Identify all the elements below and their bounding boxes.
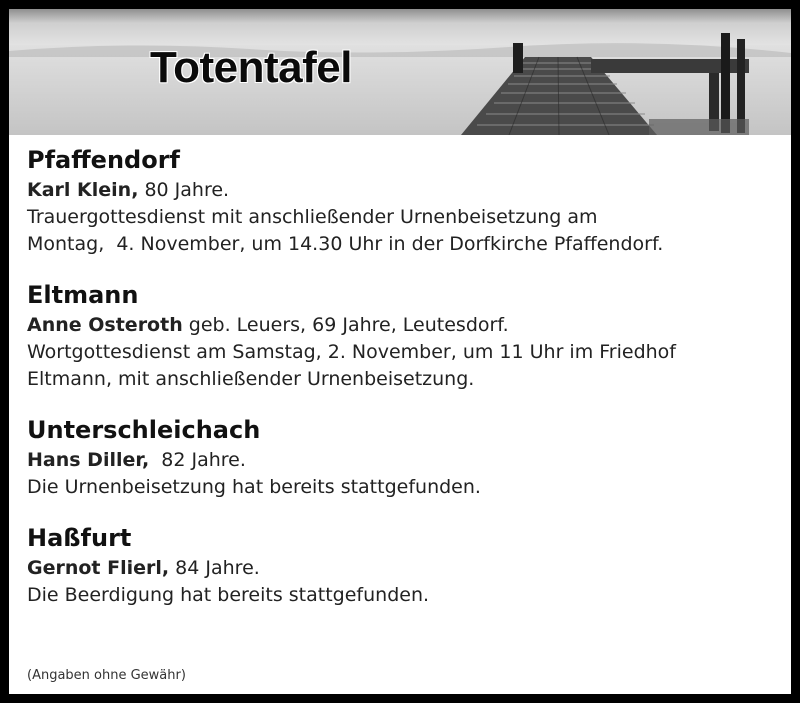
header-banner	[9, 9, 791, 135]
entry-text: Die Beerdigung hat bereits stattgefunden.	[27, 584, 430, 606]
entry-person	[27, 555, 787, 582]
entries-list	[27, 145, 787, 631]
entry-name: Hans Diller,	[27, 449, 150, 471]
entry-person	[27, 447, 787, 474]
entry	[27, 415, 787, 501]
entry-name: Gernot Flierl,	[27, 557, 170, 579]
entry-text: Eltmann, mit anschließender Urnenbeisetzung.	[27, 368, 475, 390]
entry-name: Anne Osteroth	[27, 314, 183, 336]
entry-details: geb. Leuers, 69 Jahre, Leutesdorf.	[182, 314, 509, 336]
entry-text: Wortgottesdienst am Samstag, 2. November, um 11 Uhr im Friedhof	[27, 341, 676, 363]
entry-name: Karl Klein,	[27, 179, 139, 201]
entry-text: Die Urnenbeisetzung hat bereits stattgefunden.	[27, 476, 481, 498]
entry-details: 80 Jahre.	[138, 179, 230, 201]
entry-person	[27, 177, 787, 204]
page-title: Totentafel	[150, 43, 352, 92]
entry-place: Unterschleichach	[27, 416, 261, 444]
entry-text: Montag, 4. November, um 14.30 Uhr in der Dorfkirche Pfaffendorf.	[27, 233, 664, 255]
entry-text: Trauergottesdienst mit anschließender Urnenbeisetzung am	[27, 206, 598, 228]
entry-place: Eltmann	[27, 281, 139, 309]
entry-person	[27, 312, 787, 339]
entry-place: Pfaffendorf	[27, 146, 180, 174]
entry-place: Haßfurt	[27, 524, 132, 552]
entry	[27, 280, 787, 393]
entry-details: 84 Jahre.	[169, 557, 260, 579]
disclaimer: (Angaben ohne Gewähr)	[27, 668, 186, 683]
entry	[27, 523, 787, 609]
entry	[27, 145, 787, 258]
lake-jetty-photo	[9, 9, 791, 135]
entry-details: 82 Jahre.	[149, 449, 246, 471]
